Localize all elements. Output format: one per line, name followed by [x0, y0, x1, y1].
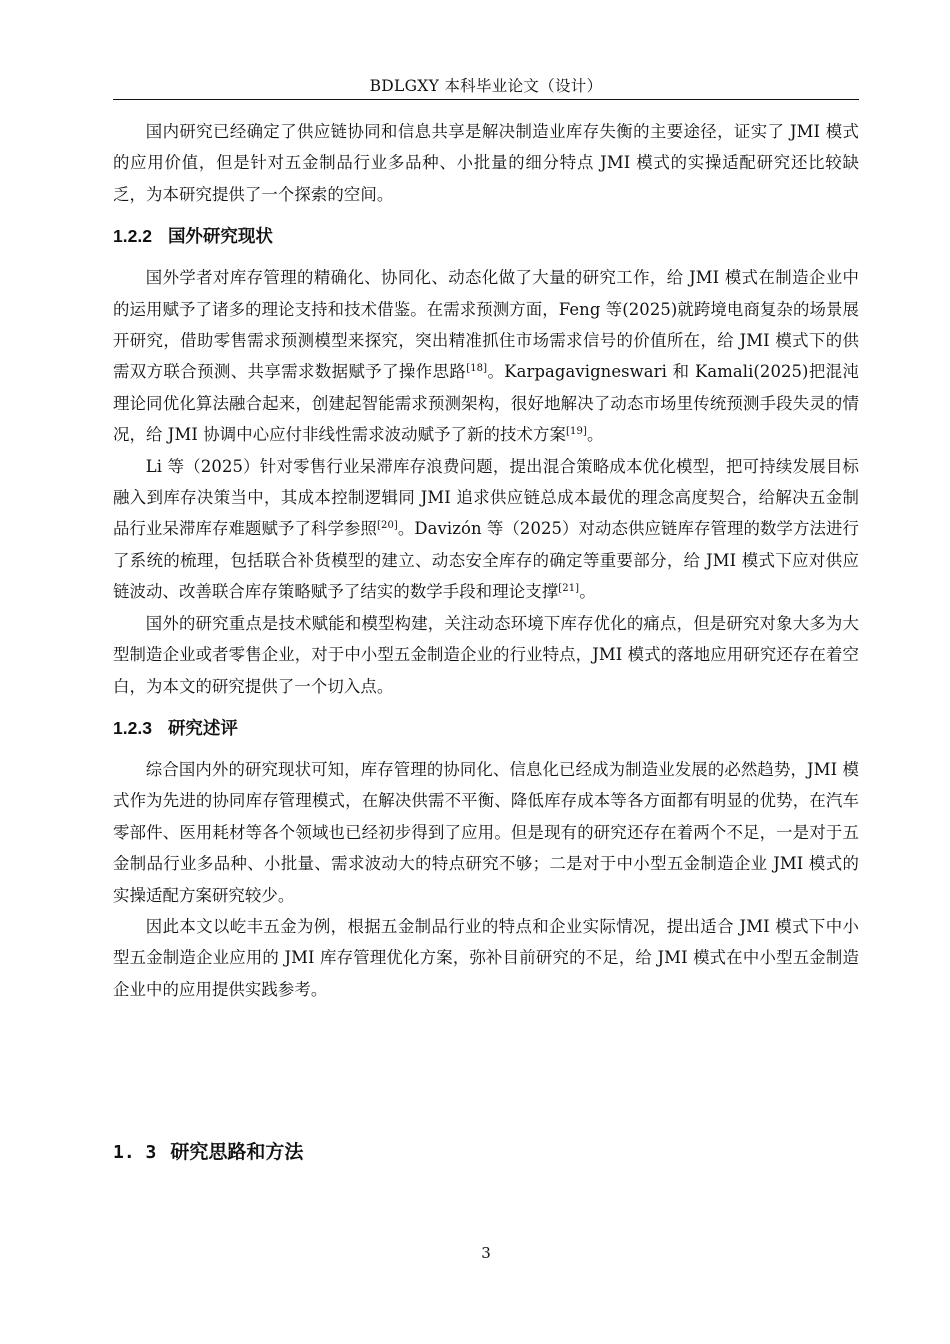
paragraph-domestic-summary: 国内研究已经确定了供应链协同和信息共享是解决制造业库存失衡的主要途径，证实了 JMI 模式的应用价值，但是针对五金制品行业多品种、小批量的细分特点 JMI 模式的实操适配研究还比较缺乏，为本研究提供了一个探索的空间。: [113, 122, 859, 204]
section-heading-1-2-2: [113, 210, 859, 262]
paragraph-conclusion: 因此本文以屹丰五金为例，根据五金制品行业的特点和企业实际情况，提出适合 JMI 模式下中小型五金制造企业应用的 JMI 库存管理优化方案，弥补目前研究的不足，给 JMI 模式在中小型五金制造企业中的应用提供实践参考。: [113, 916, 859, 999]
paragraph-text: 。Karpagavigneswari 和 Kamali(2025)把混沌理论同优化算法融合起来，创建起智能需求预测架构，很好地解决了动态市场里传统预测手段失灵的情况，给 JMI 协调中心应付非线性需求波动赋予了新的技术方案: [113, 362, 859, 445]
section-title: 国外研究现状: [167, 227, 273, 248]
paragraph-review: 综合国内外的研究现状可知，库存管理的协同化、信息化已经成为制造业发展的必然趋势，JMI 模式作为先进的协同库存管理模式，在解决供需不平衡、降低库存成本等各方面都有明显的优势，在汽车零部件、医用耗材等各个领域也已经初步得到了应用。但是现有的研究还存在着两个不足，一是对于五金制品行业多品种、小批量、需求波动大的特点研究不够；二是对于中小型五金制造企业 JMI 模式的实操适配方案研究较少。: [113, 759, 859, 905]
section-number: 1.2.2: [113, 226, 152, 247]
paragraph-text: Li 等（2025）针对零售行业呆滞库存浪费问题，提出混合策略成本优化模型，把可持续发展目标融入到库存决策当中，其成本控制逻辑同 JMI 追求供应链总成本最优的理念高度契合，给解决五金制品行业呆滞库存难题赋予了科学参照: [113, 456, 859, 539]
section-title: 研究述评: [167, 718, 238, 739]
paragraph-text: 。: [579, 582, 596, 602]
citation-18: [18]: [466, 363, 488, 375]
paragraph-foreign-forecasting: [113, 262, 859, 450]
header-rule: [113, 99, 859, 100]
page-header: BDLGXY 本科毕业论文（设计）: [369, 77, 603, 95]
citation-19: [19]: [566, 426, 587, 438]
section-heading-1-3: [113, 1137, 303, 1168]
citation-21: [21]: [558, 583, 580, 595]
document-body: [113, 116, 859, 1005]
section-heading-1-2-3: [113, 702, 859, 754]
citation-20: [20]: [376, 520, 398, 532]
paragraph-foreign-summary: 国外的研究重点是技术赋能和模型构建，关注动态环境下库存优化的痛点，但是研究对象大多为大型制造企业或者零售企业，对于中小型五金制造企业的行业特点，JMI 模式的落地应用研究还存在着空白，为本文的研究提供了一个切入点。: [113, 613, 859, 696]
section-title: 研究思路和方法: [170, 1141, 304, 1163]
paragraph-text: 。Davizón 等（2025）对动态供应链库存管理的数学方法进行了系统的梳理，包括联合补货模型的建立、动态安全库存的确定等重要部分，给 JMI 模式下应对供应链波动、改善联合库存策略赋予了结实的数学手段和理论支撑: [113, 519, 859, 602]
paragraph-text: 国外学者对库存管理的精确化、协同化、动态化做了大量的研究工作，给 JMI 模式在制造企业中的运用赋予了诸多的理论支持和技术借鉴。在需求预测方面，Feng 等(2025)就跨境电商复杂的场景展开研究，借助零售需求预测模型来探究，突出精准抓住市场需求信号的价值所在，给 JMI 模式下的供需双方联合预测、共享需求数据赋予了操作思路: [113, 268, 859, 382]
paragraph-foreign-cost-models: [113, 451, 859, 608]
paragraph-text: 。: [586, 425, 604, 445]
section-number: 1. 3: [113, 1142, 157, 1163]
section-number: 1.2.3: [113, 717, 152, 738]
page-number: 3: [481, 1244, 491, 1262]
